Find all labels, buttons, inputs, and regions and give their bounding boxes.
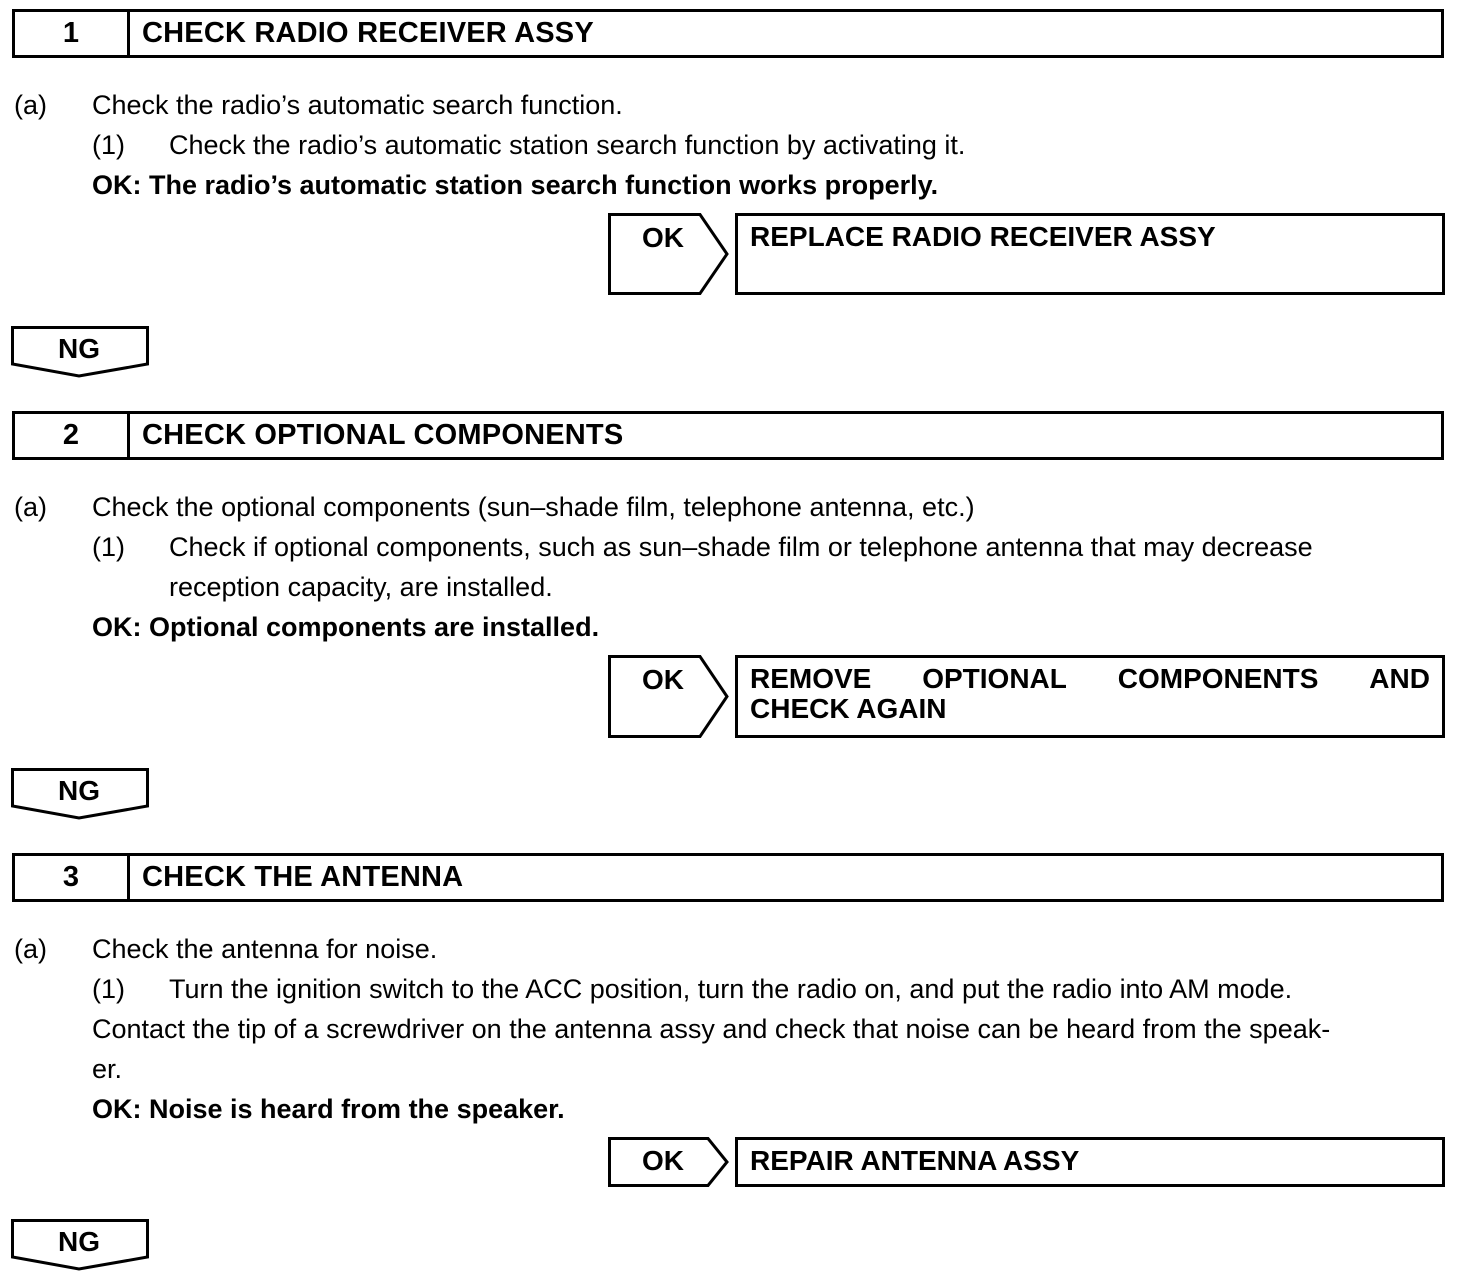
result-word: OPTIONAL	[922, 663, 1067, 694]
ng-label: NG	[58, 775, 100, 806]
result-text: REPAIR ANTENNA ASSY	[750, 1145, 1080, 1176]
sub-item-text-line-2: Contact the tip of a screwdriver on the antenna assy and check that noise can be heard from the speak-	[92, 1014, 1331, 1044]
ok-criteria: OK: Optional components are installed.	[92, 612, 600, 642]
ng-pointer	[11, 326, 151, 378]
step-number: 2	[15, 414, 130, 457]
ok-label: OK	[642, 222, 684, 253]
ng-pointer	[11, 1219, 151, 1271]
step-2-header	[12, 411, 1444, 460]
result-word: AND	[1369, 663, 1430, 694]
ng-pointer	[11, 768, 151, 820]
ok-arrow	[608, 655, 730, 738]
item-text: Check the optional components (sun–shade film, telephone antenna, etc.)	[92, 492, 975, 522]
result-box	[735, 213, 1445, 295]
step-title: CHECK RADIO RECEIVER ASSY	[142, 17, 594, 49]
result-word: COMPONENTS	[1117, 663, 1319, 694]
step-title: CHECK THE ANTENNA	[142, 861, 464, 893]
result-text-line-2: CHECK AGAIN	[750, 693, 947, 724]
step-1-header	[12, 9, 1444, 58]
ng-label: NG	[58, 1226, 100, 1257]
item-text: Check the antenna for noise.	[92, 934, 438, 964]
sub-item-text-line-1: Turn the ignition switch to the ACC position, turn the radio on, and put the radio into AM mode.	[169, 974, 1293, 1004]
ok-criteria: OK: Noise is heard from the speaker.	[92, 1094, 565, 1124]
sub-item-label: (1)	[92, 974, 125, 1004]
step-3-header	[12, 853, 1444, 902]
sub-item-text-line-1: Check if optional components, such as sun–shade film or telephone antenna that may decrease	[169, 532, 1313, 562]
ok-arrow	[608, 1137, 730, 1187]
sub-item-label: (1)	[92, 532, 125, 562]
sub-item-label: (1)	[92, 130, 125, 160]
item-label: (a)	[14, 90, 47, 120]
ok-label: OK	[642, 1145, 684, 1176]
item-label: (a)	[14, 492, 47, 522]
item-label: (a)	[14, 934, 47, 964]
sub-item-text: Check the radio’s automatic station search function by activating it.	[169, 130, 966, 160]
ok-arrow	[608, 213, 730, 295]
result-text: REPLACE RADIO RECEIVER ASSY	[750, 221, 1216, 252]
sub-item-text-line-2: reception capacity, are installed.	[169, 572, 553, 602]
ok-label: OK	[642, 664, 684, 695]
item-text: Check the radio’s automatic search function.	[92, 90, 623, 120]
result-box	[735, 1137, 1445, 1187]
step-number: 1	[15, 12, 130, 55]
result-box	[735, 655, 1445, 738]
step-number: 3	[15, 856, 130, 899]
ok-criteria: OK: The radio’s automatic station search function works properly.	[92, 170, 939, 200]
result-word: REMOVE	[750, 663, 872, 694]
result-text-line-1	[750, 664, 1430, 694]
step-title: CHECK OPTIONAL COMPONENTS	[142, 419, 624, 451]
sub-item-text-line-3: er.	[92, 1054, 123, 1084]
ng-label: NG	[58, 333, 100, 364]
